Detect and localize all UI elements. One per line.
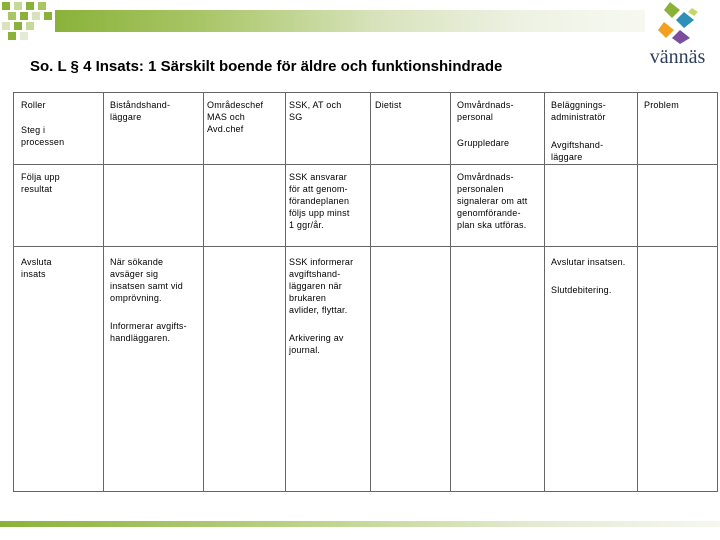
header-belaggningsadministrator: Beläggnings- administratör <box>551 100 606 122</box>
header-dietist: Dietist <box>375 100 402 110</box>
avsluta-slutdebitering-text: Slutdebitering. <box>551 285 612 295</box>
avsluta-bistand-info-text: Informerar avgifts- handläggaren. <box>110 321 187 343</box>
header-avgiftshandlaggare: Avgiftshand- läggare <box>551 140 604 162</box>
header-omvardnadspersonal: Omvårdnads- personal <box>457 100 514 122</box>
header-roller: Roller <box>21 100 46 110</box>
footer-gradient-bar <box>0 521 720 527</box>
row-label-avsluta-insats: Avsluta insats <box>21 257 52 279</box>
avsluta-bistand-text: När sökande avsäger sig insatsen samt vid omprövning. <box>110 257 183 303</box>
header-ssk: SSK, AT och SG <box>289 100 342 122</box>
page-title: So. L § 4 Insats: 1 Särskilt boende för äldre och funktionshindrade <box>30 58 503 75</box>
header-gradient-bar <box>55 10 645 32</box>
header-gruppledare: Gruppledare <box>457 138 510 148</box>
avsluta-ssk-text: SSK informerar avgiftshand- läggaren när brukaren avlider, flyttar. <box>289 257 354 315</box>
folja-omvardnad-text: Omvårdnads- personalen signalerar om att genomförande- plan ska utföras. <box>457 172 528 230</box>
avsluta-belagg-text: Avslutar insatsen. <box>551 257 626 267</box>
row-label-folja-upp: Följa upp resultat <box>21 172 60 194</box>
avsluta-ssk-arkivering-text: Arkivering av journal. <box>289 333 344 355</box>
process-table <box>13 92 718 492</box>
logo-wordmark: vännäs <box>649 46 706 68</box>
folja-ssk-text: SSK ansvarar för att genom- förandeplanen följs upp minst 1 ggr/år. <box>289 172 350 230</box>
header-bistandshandlaggare: Biståndshand- läggare <box>110 100 171 122</box>
header-problem: Problem <box>644 100 679 110</box>
header-steg-i-processen: Steg i processen <box>21 125 65 147</box>
header-omradeschef: Områdeschef MAS och Avd.chef <box>207 100 264 134</box>
